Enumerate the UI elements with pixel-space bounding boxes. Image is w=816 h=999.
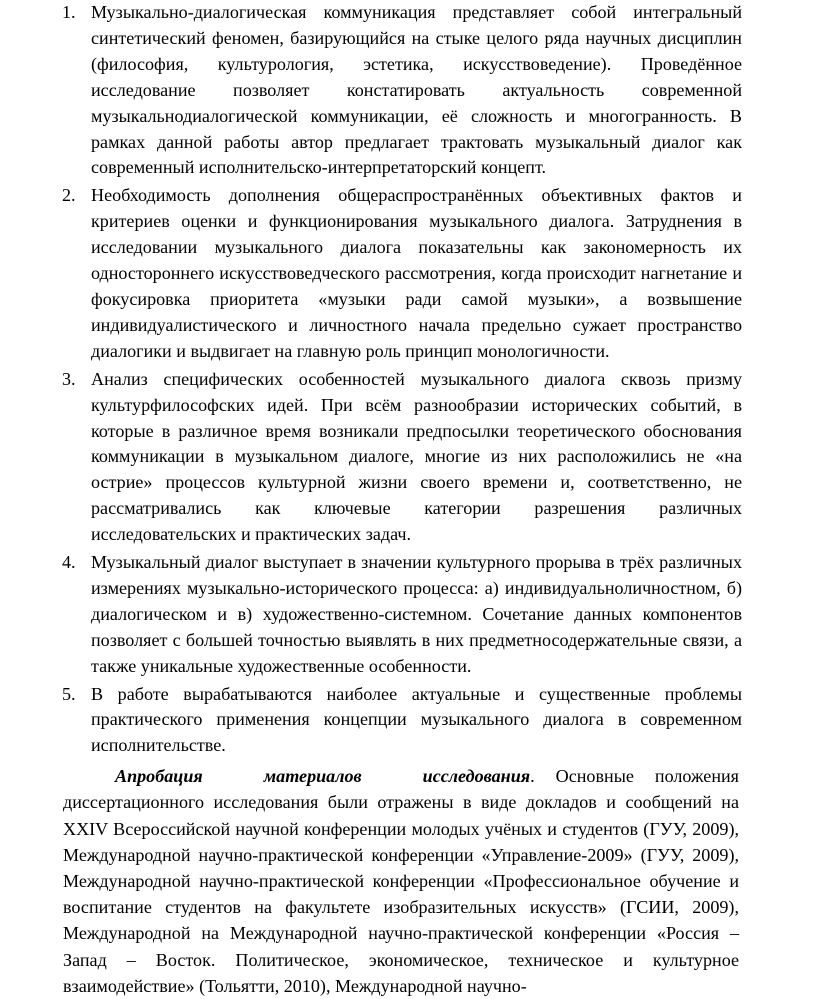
list-item-text: Музыкальный диалог выступает в значении культурного прорыва в трёх различных измерениях музыкально-исторического процесса: а) индивидуальноличностном, б) диалогическом и в) художественно-системном. Сочетание данных компонентов позволяет с большей точностью выявлять в них предметносодержательные связи, а также уникальные художественные особенности. [91, 552, 742, 676]
list-item [62, 682, 742, 760]
approbation-heading-period: . [530, 766, 535, 787]
list-item [62, 0, 742, 181]
approbation-text: Основные положения диссертационного исследования были отражены в виде докладов и сообщений на XXIV Всероссийской научной конференции молодых учёных и студентов (ГУУ, 2009), Международной научно-практической конференции «Управление-2009» (ГУУ, 2009), Международной научно-практической конференции «Профессиональное обучение и воспитание студентов на факультете изобразительных искусств» (ГСИИ, 2009), Международной на Международной научно-практической конференции «Россия – Запад – Восток. Политическое, экономическое, техническое и культурное взаимодействие» (Тольятти, 2010), Международной научно- [63, 766, 740, 996]
list-item-number: 2. [62, 185, 76, 206]
list-item-number: 5. [62, 683, 76, 704]
conclusions-list [62, 0, 742, 761]
list-item [62, 183, 742, 364]
list-item-number: 1. [62, 2, 76, 22]
list-item-text: В работе вырабатываются наиболее актуальные и существенные проблемы практического применения концепции музыкального диалога в современном исполнительстве. [91, 683, 742, 756]
list-item [62, 550, 742, 680]
list-item-number: 3. [62, 368, 76, 389]
approbation-paragraph [63, 763, 739, 999]
list-item-text: Музыкально-диалогическая коммуникация представляет собой интегральный синтетический феномен, базирующийся на стыке целого ряда научных дисциплин (философия, культурология, эстетика, искусствоведение). Проведённое исследование позволяет констатировать актуальность современной музыкальнодиалогической коммуникации, её сложность и многогранность. В рамках данной работы автор предлагает трактовать музыкальный диалог как современный исполнительско-интерпретаторский концепт. [91, 2, 742, 178]
approbation-heading: Апробация материалов исследования [115, 766, 531, 787]
list-item-text: Анализ специфических особенностей музыкального диалога сквозь призму культурфилософских идей. При всём разнообразии исторических событий, в которые в различное время возникали предпосылки теоретического обоснования коммуникации в музыкальном диалоге, многие из них расположились не «на острие» процессов культурной жизни своего времени и, соответственно, не рассматривались как ключевые категории разрешения различных исследовательских и практических задач. [91, 368, 742, 545]
list-item [62, 367, 742, 548]
list-item-text: Необходимость дополнения общераспространённых объективных фактов и критериев оценки и функционирования музыкального диалога. Затруднения в исследовании музыкального диалога показательны как закономерность их одностороннего искусствоведческого рассмотрения, когда происходит нагнетание и фокусировка приоритета «музыки ради самой музыки», а возвышение индивидуалистического и личностного начала предельно сужает пространство диалогики и выдвигает на главную роль принцип монологичности. [91, 185, 742, 361]
list-item-number: 4. [62, 552, 76, 573]
